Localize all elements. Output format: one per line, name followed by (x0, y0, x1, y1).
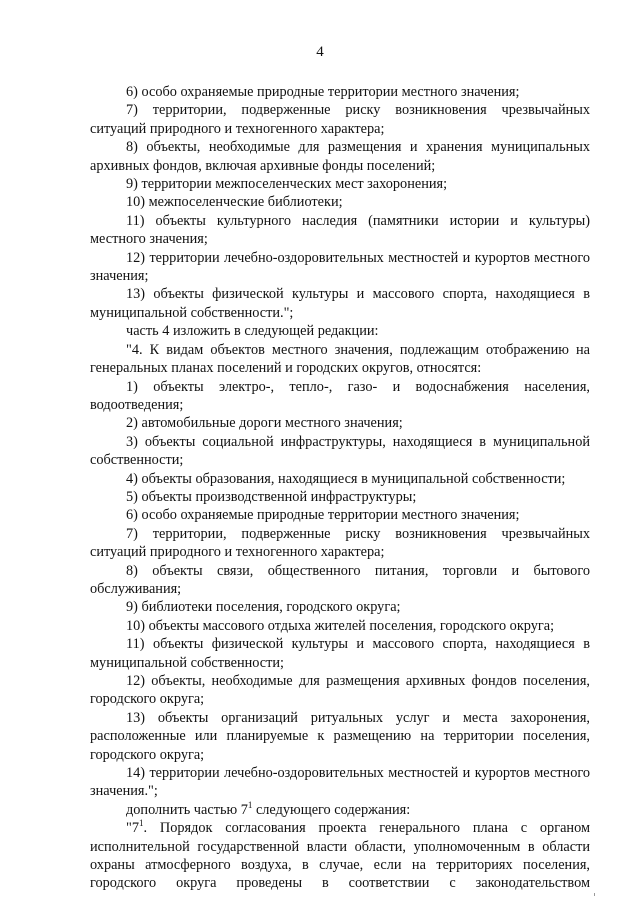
paragraph: 10) объекты массового отдыха жителей поселения, городского округа; (126, 617, 555, 634)
document-body (90, 83, 590, 893)
paragraph: 9) территории межпоселенческих мест захоронения; (126, 176, 448, 193)
paragraph-article (90, 819, 590, 893)
paragraph: 6) особо охраняемые природные территории местного значения; (126, 507, 520, 524)
paragraph: 4) объекты образования, находящиеся в муниципальной собственности; (126, 470, 566, 487)
paragraph: 6) особо охраняемые природные территории местного значения; (126, 84, 520, 100)
paragraph: 9) библиотеки поселения, городского округа; (126, 599, 401, 616)
add-part-text: дополнить частью 7 (126, 801, 248, 818)
paragraph: 11) объекты культурного наследия (памятники истории и культуры) местного значения; (90, 212, 590, 248)
paragraph: 1) объекты электро-, тепло-, газо- и водоснабжения населения, водоотведения; (90, 378, 590, 413)
paragraph-add-part (90, 801, 590, 819)
superscript: 1 (139, 818, 144, 829)
paragraph: 11) объекты физической культуры и массового спорта, находящиеся в муниципальной собственности; (90, 636, 590, 671)
paragraph: 7) территории, подверженные риску возникновения чрезвычайных ситуаций природного и техногенного характера; (90, 525, 590, 561)
paragraph: 12) территории лечебно-оздоровительных местностей и курортов местного значения; (90, 249, 590, 285)
paragraph: 12) объекты, необходимые для размещения архивных фондов поселения, городского округа; (90, 673, 590, 708)
article-text: . Порядок согласования проекта генерального плана с органом исполнительной государственной власти области, уполномоченным в области охраны атмосферного воздуха, в случае, если на территориях поселения, городского округа проведены в соответствии с законодательством (90, 820, 590, 892)
paragraph: часть 4 изложить в следующей редакции: (126, 323, 379, 340)
paragraph: 13) объекты организаций ритуальных услуг и места захоронения, расположенные или планируемые к размещению на территории поселения, городского округа; (90, 709, 590, 763)
scan-mark (594, 893, 595, 896)
article-number: "7 (126, 820, 139, 837)
page-number: 4 (316, 44, 324, 60)
paragraph: "4. К видам объектов местного значения, подлежащим отображению на генеральных планах поселений и городских округов, относятся: (90, 341, 590, 377)
paragraph: 5) объекты производственной инфраструктуры; (126, 488, 417, 505)
paragraph: 14) территории лечебно-оздоровительных местностей и курортов местного значения."; (90, 765, 590, 800)
paragraph: 3) объекты социальной инфраструктуры, находящиеся в муниципальной собственности; (90, 433, 590, 469)
paragraph: 8) объекты, необходимые для размещения и хранения муниципальных архивных фондов, включая архивные фонды поселений; (90, 139, 590, 174)
superscript: 1 (247, 799, 253, 810)
paragraph: 13) объекты физической культуры и массового спорта, находящиеся в муниципальной собственности."; (90, 286, 590, 321)
paragraph: 8) объекты связи, общественного питания, торговли и бытового обслуживания; (90, 562, 590, 597)
paragraph: 10) межпоселенческие библиотеки; (126, 194, 343, 211)
paragraph: 2) автомобильные дороги местного значения; (126, 415, 403, 432)
paragraph: 7) территории, подверженные риску возникновения чрезвычайных ситуаций природного и техногенного характера; (90, 102, 590, 137)
add-part-text-end: следующего содержания: (252, 801, 411, 818)
